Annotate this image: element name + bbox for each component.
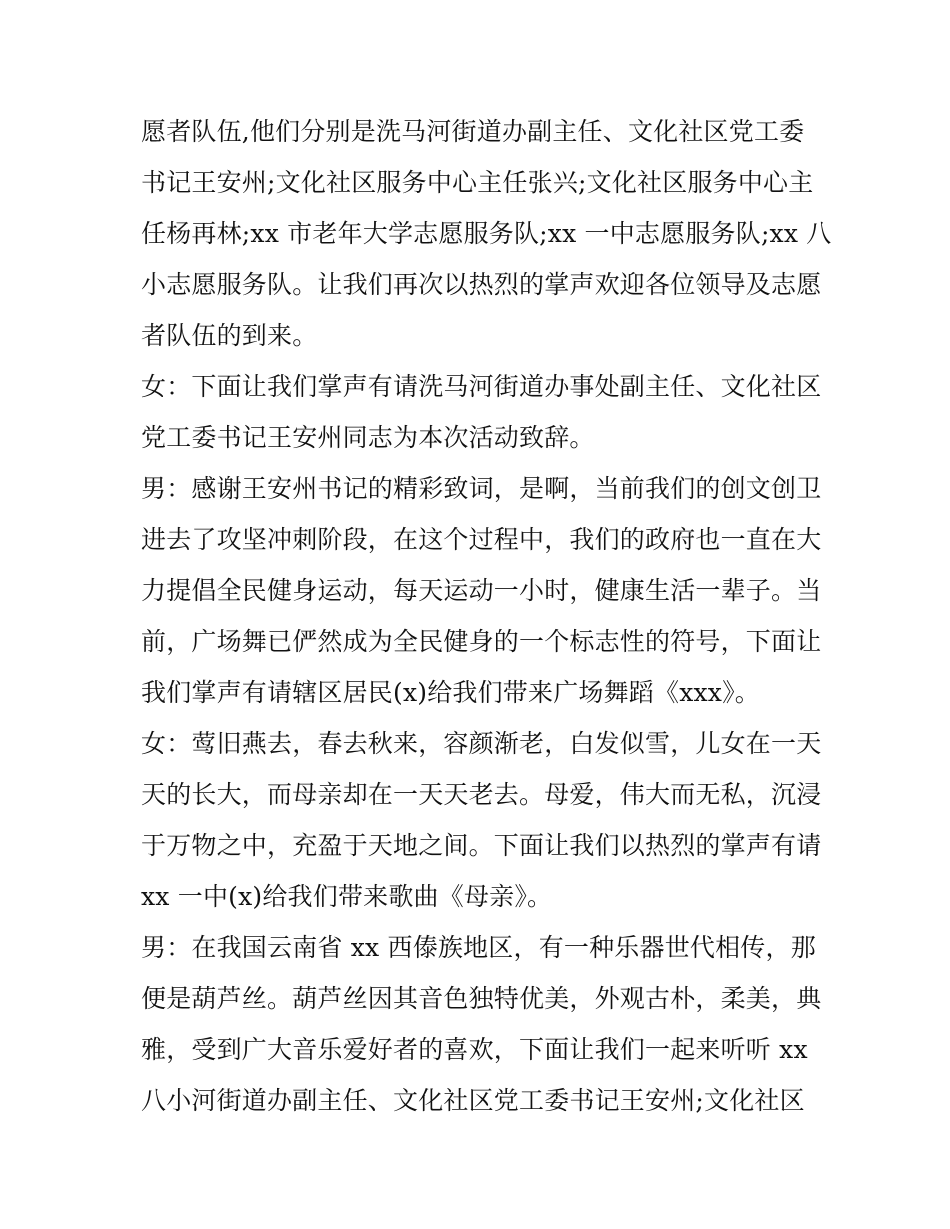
text-line: 天的长大，而母亲却在一天天老去。母爱，伟大而无私，沉浸: [141, 780, 822, 809]
text-line: 男：在我国云南省 xx 西傣族地区，有一种乐器世代相传，那: [141, 933, 816, 962]
document-body: [141, 106, 832, 1126]
text-line: 小志愿服务队。让我们再次以热烈的掌声欢迎各位领导及志愿: [141, 270, 822, 299]
text-line: 八小河街道办副主任、文化社区党工委书记王安州;文化社区: [141, 1086, 805, 1115]
text-line: 任杨再林;xx 市老年大学志愿服务队;xx 一中志愿服务队;xx 八: [141, 219, 832, 248]
text-line: 雅，受到广大音乐爱好者的喜欢，下面让我们一起来听听 xx: [141, 1035, 808, 1064]
text-line: 力提倡全民健身运动，每天运动一小时，健康生活一辈子。当: [141, 576, 822, 605]
text-line: 书记王安州;文化社区服务中心主任张兴;文化社区服务中心主: [141, 168, 814, 197]
text-line: 于万物之中，充盈于天地之间。下面让我们以热烈的掌声有请: [141, 831, 822, 860]
text-line: 我们掌声有请辖区居民(x)给我们带来广场舞蹈《xxx》。: [141, 678, 761, 707]
text-line: xx 一中(x)给我们带来歌曲《母亲》。: [141, 882, 553, 911]
text-line: 男：感谢王安州书记的精彩致词，是啊，当前我们的创文创卫: [141, 474, 822, 503]
text-line: 前，广场舞已俨然成为全民健身的一个标志性的符号，下面让: [141, 627, 822, 656]
text-line: 进去了攻坚冲刺阶段，在这个过程中，我们的政府也一直在大: [141, 525, 822, 554]
text-line: 愿者队伍,他们分别是洗马河街道办副主任、文化社区党工委: [141, 117, 805, 146]
text-line: 者队伍的到来。: [141, 321, 318, 350]
text-line: 女：莺旧燕去，春去秋来，容颜渐老，白发似雪，儿女在一天: [141, 729, 822, 758]
text-line: 便是葫芦丝。葫芦丝因其音色独特优美，外观古朴，柔美，典: [141, 984, 822, 1013]
text-line: 女：下面让我们掌声有请洗马河街道办事处副主任、文化社区: [141, 372, 822, 401]
text-line: 党工委书记王安州同志为本次活动致辞。: [141, 423, 595, 452]
